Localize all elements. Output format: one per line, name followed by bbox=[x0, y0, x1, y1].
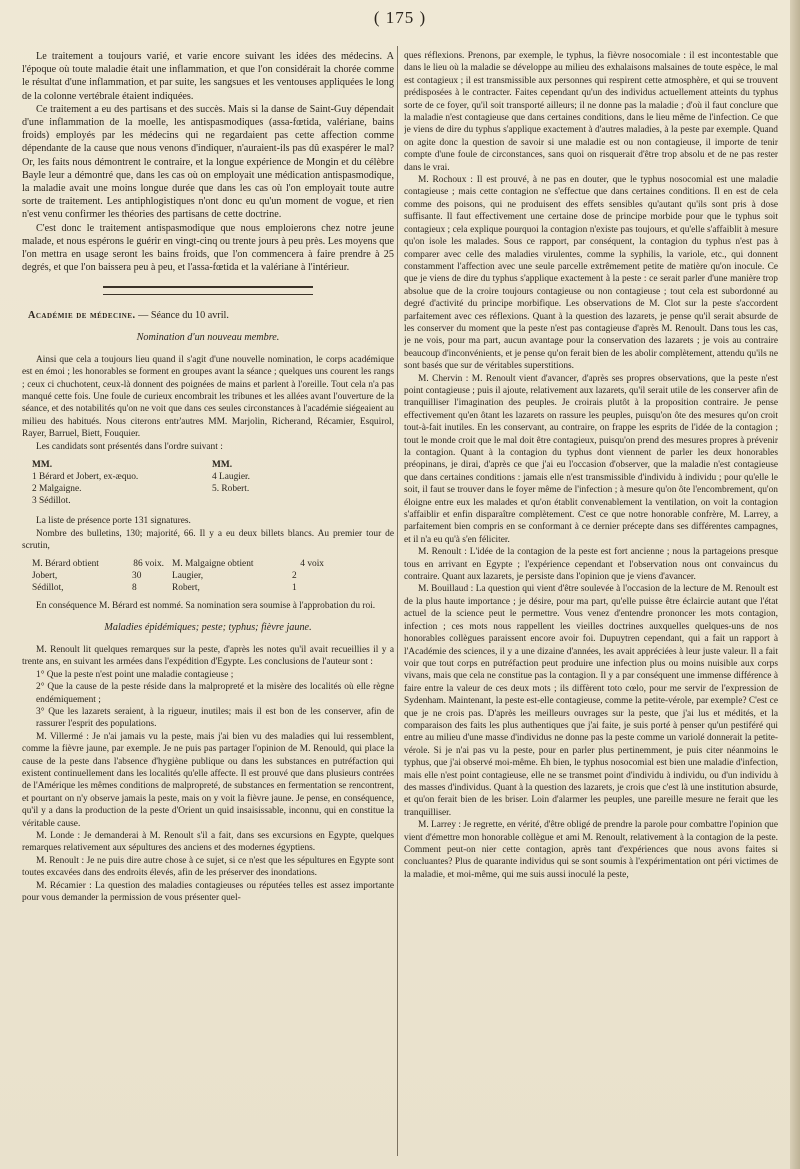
paragraph: ques réflexions. Prenons, par exemple, le typhus, la fièvre nosocomiale : il est incontestable que dans le lieu où la maladie se développe au milieu des exhalaisons malsaines de toute espèce, le mal est contagieux ; il est transmissible aux personnes qui respirent cette atmosphère, et qui se trouvent prédisposées à le contracter. Faites cependant qu'un des individus actuellement atteints du typhus sorte de ce foyer, qu'il soit transporté ailleurs; il ne donne pas la maladie ; d'où il faut conclure que la maladie n'est contagieuse que dans certaines conditions, dans le lieu même de l'infection. Ce que je viens de dire du typhus s'applique exactement à d'autres maladies, à la peste par exemple. Quand on agite donc la question de savoir si une maladie est ou non contagieuse, il importe de tenir compte d'une foule de circonstances, sans quoi on risquerait d'être trop absolu et de ne pas rester dans le vrai. bbox=[404, 51, 778, 173]
candidates-header: MM. bbox=[32, 460, 53, 471]
paragraph: M. Chervin : M. Renoult vient d'avancer, d'après ses propres observations, que la peste n'est point contagieuse ; puis il ajoute, relativement aux lazarets, qu'il serait utile de les conserver afin de tranquilliser l'imagination des peuples. Je croirais plutôt à la proposition contraire. Je pense effectivement qu'en ôtant les lazarets on rassure les peuples, puisqu'on ôte des mesures qu'on croit tout-à-fait inutiles. En les conservant, au contraire, on frappe les esprits de l'idée de la contagion ; tout le monde croit que le mal doit être contagieux, puisqu'on prend des mesures propres à prévenir la contagion. Quant à la contagion du typhus dont viennent de parler les deux honorables préopinans, je dirai, d'après ce que j'ai eu l'occasion d'observer, que la maladie n'est contagieuse que dans certaines conditions : jamais elle n'est transmissible d'individu à individu ; pour qu'elle le soit, il faut se trouver dans le foyer même de l'infection ; à mesure qu'on ôte l'encombrement, qu'on éloigne entre eux les malades et qu'on établit convenablement la ventilation, on voit la contagion s'affaiblir et enfin disparaître complètement. C'est ce que notre honorable confrère, M. Larrey, a parfaitement bien compris en se conformant à ce dernier précepte dans ses différentes campagnes, et il n'a eu qu'à s'en féliciter. bbox=[404, 373, 778, 545]
vote-cell: Laugier, bbox=[172, 571, 204, 582]
conclusion-item: 2° Que la cause de la peste réside dans la malpropreté et la misère des localités où elle règne endémiquement ; bbox=[36, 682, 394, 705]
vote-cell: Robert, bbox=[172, 583, 200, 594]
paragraph: C'est donc le traitement antispasmodique que nous emploierons chez notre jeune malade, et nous espérons le guérir en vingt-cinq ou trente jours à peu près. Les moyens que l'on mettra en usage seront les bains froids, que l'on commencera à faire prendre à 25 degrés, et que l'on baissera peu à peu, et l'assa-fœtida et la valériane à l'intérieur. bbox=[22, 222, 394, 274]
candidate: 1 Bérard et Jobert, ex-æquo. bbox=[32, 472, 139, 483]
paragraph: M. Villermé : Je n'ai jamais vu la peste, mais j'ai bien vu des maladies qui lui ressemblent, comme la fièvre jaune, par exemple. Je ne puis pas partager l'opinion de M. Renould, qui place la cause de la peste dans l'absence d'hygiène publique ou dans les substances en putréfaction qui existent continuellement dans les localités qu'elle affecte. Il est prouvé que dans plusieurs contrées de l'Amérique les mêmes conditions de malpropreté, de substances en fermentation se rencontrent, et pourtant on n'y observe jamais la peste, mais on y voit la fièvre jaune. Je pense, en conséquence, qu'il y a dans la production de la peste d'Orient un quid insaisissable, inconnu, qui en constitue la véritable cause. bbox=[22, 731, 394, 829]
paragraph: M. Renoult : L'idée de la contagion de la peste est fort ancienne ; nous la partageions presque tous en arrivant en Egypte ; l'expérience cependant et l'observation nous ont convaincus du contraire. Quant aux lazarets, je persiste dans l'opinion que je viens d'avancer. bbox=[404, 547, 778, 583]
vote-cell: 1 bbox=[292, 583, 297, 594]
paragraph: M. Renoult : Je ne puis dire autre chose à ce sujet, si ce n'est que les sépultures en Egypte sont toutes excavées dans des endroits élevés, afin de les préserver des inondations. bbox=[22, 855, 394, 879]
vote-cell: 8 bbox=[132, 583, 137, 594]
vote-cell: 4 voix bbox=[300, 559, 324, 570]
paragraph: M. Rochoux : Il est prouvé, à ne pas en douter, que le typhus nosocomial est une maladie contagieuse ; mais cette contagion ne s'effectue que dans certaines conditions. Il en est de cela comme des poisons, qui ne produisent des effets sensibles qu'autant qu'ils sont pris à dose suffisante. Il faut effectivement une certaine dose de principe morbide pour que le typhus soit contagieux ; cela explique pourquoi la contagion n'existe pas toujours, et qu'elle s'affaiblit à mesure qu'on isole les malades. Sous ce rapport, par conséquent, la contagion du typhus n'est pas à comparer avec celle des maladies virulentes, comme la syphilis, la variole, etc., qui donnent constamment l'affection avec une seule parcelle extrêmement petite de matière qu'on inocule. Ce que je viens de dire du typhus s'applique exactement à la peste : ce serait parler d'une manière trop absolue que de la croire toujours contagieuse ou non contagieuse ; tout cela est subordonné au degré d'activité du principe morbifique. Les observations de M. Clot sur la peste s'accordent parfaitement avec ces réflexions. Quant à la question des lazarets, je pense qu'il serait absurde de les conserver du moment que la peste n'est pas contagieuse d'après M. Renoult. Dans tous les cas, je ne vois, pour ma part, aucun avantage pour la conservation des lazarets ; je vois au contraire beaucoup d'inconvénients, et je pense qu'on ferait bien de les abolir complètement, attendu qu'ils ne sont basés que sur de véritables superstitions. bbox=[404, 175, 778, 372]
candidate: 4 Laugier. bbox=[212, 472, 251, 483]
candidate: 3 Sédillot. bbox=[32, 496, 71, 507]
paragraph: Nombre des bulletins, 130; majorité, 66. Il y a eu deux billets blancs. Au premier tour de scrutin, bbox=[22, 528, 394, 551]
nomination-title: Nomination d'un nouveau membre. bbox=[136, 331, 280, 343]
candidate bbox=[212, 495, 382, 507]
candidates-header: MM. bbox=[212, 460, 233, 471]
paragraph: Ainsi que cela a toujours lieu quand il s'agit d'une nouvelle nomination, le corps académique est en émoi ; les honorables se forment en groupes avant la séance ; quelques uns courent les rangs ; ceux ci chuchotent, ceux-là donnent des poignées de mains et parlent à l'oreille. Tout cela n'a pas manqué cette fois. Une foule de curieux encombrait les tribunes et les allées avant l'ouverture de la séance, et des notabilités qu'on ne voit que dans ces seules circonstances à l'académie siégeaient au milieu des habitués. Nous citerons entr'autres MM. Marjolin, Richerand, Récamier, Esquirol, Rayer, Barruel, Biett, Fouquier. bbox=[22, 354, 394, 440]
paragraph: La liste de présence porte 131 signatures. bbox=[36, 516, 191, 527]
paragraph: En conséquence M. Bérard est nommé. Sa nomination sera soumise à l'approbation du roi. bbox=[36, 601, 376, 612]
candidate: 2 Malgaigne. bbox=[32, 484, 82, 495]
paragraph: M. Larrey : Je regrette, en vérité, d'être obligé de prendre la parole pour combattre l'opinion que vient d'émettre mon honorable collègue et ami M. Renoult, relativement à la contagion de la peste. Comment peut-on nier cette contagion, après tant d'expériences que nous avons faites si concluantes? Plus de quarante individus qui se sont soumis à l'expérimentation ont péri victimes de la maladie, et moi-même, qui me suis aussi inoculé la peste, bbox=[404, 820, 778, 880]
candidates-list bbox=[32, 459, 394, 507]
candidate: 5. Robert. bbox=[212, 484, 250, 495]
vote-cell: 2 bbox=[292, 571, 297, 582]
paragraph: M. Renoult lit quelques remarques sur la peste, d'après les notes qu'il avait recueillies il y a trente ans, en suivant les armées dans l'expédition d'Egypte. Les conclusions de l'auteur sont : bbox=[22, 644, 394, 668]
vote-cell: M. Malgaigne obtient bbox=[172, 559, 254, 570]
page-number: ( 175 ) bbox=[373, 8, 427, 27]
academy-session: — Séance du 10 avril. bbox=[138, 310, 229, 322]
academy-heading bbox=[22, 309, 394, 322]
page-edge bbox=[790, 0, 800, 1169]
vote-cell: Jobert, bbox=[32, 571, 58, 582]
vote-cell: M. Bérard obtient bbox=[32, 559, 99, 570]
paragraph: M. Bouillaud : La question qui vient d'être soulevée à l'occasion de la lecture de M. Renoult est de la plus haute importance ; je désire, pour ma part, qu'elle puisse être éclaircie autant que l'état actuel de la science peut le permettre. Vous venez d'entendre prononcer les mots contagion, infection ; ces mots nous rappellent les vieilles doctrines auxquelles quelques-uns de nos honorables collègues paraissent encore avoir foi. Dupuytren cependant, qui a fait un rapport à l'Académie des sciences, il y a une dizaine d'années, les avait appréciées à leur juste valeur. Il a fait voir que tout corps en putréfaction peut produire une infection plus ou moins nuisible aux corps vivans, mais que cela ne constitue pas la contagion. Il y a par conséquent une immense différence à faire entre la valeur de ces deux mots ; ils diffèrent toto cœlo, pour me servir de l'expression de Sydenham. Maintenant, la peste est-elle contagieuse, comme la petite-vérole, par exemple? C'est ce que je ne crois pas. D'après les meilleurs ouvrages sur la peste, que j'ai lus et médités, et la comparaison des faits les plus authentiques que j'ai faite, je suis porté à penser qu'un pestiféré qui entre au milieu d'une masse d'individus ne donne pas la peste comme un variolé donnerait la petite-vérole. Si je n'ai pas vu la peste, pour en parler plus pertinemment, je puis citer néanmoins le typhus, que j'ai observé moi-même. Eh bien, le typhus nosocomial est bien une maladie d'infection, mais elle n'est point contagieuse, elle ne se transmet point d'individu à individu, ou d'un individu à des masses d'individus. Quant à la question des lazarets, je crois que c'est là une institution absurde, et qu'on ferait bien de les briser. Loin d'alarmer les peuples, une pareille mesure ne ferait que les tranquilliser. bbox=[404, 584, 778, 818]
paragraph: Ce traitement a eu des partisans et des succès. Mais si la danse de Saint-Guy dépendait d'une inflammation de la moelle, les antispasmodiques (assa-fœtida, valériane, bains froids) employés par les médecins qui ne regardaient pas cette affection comme dépendante de la cause que nous venons d'indiquer, n'auraient-ils pas dû exaspérer le mal? Or, les faits nous démontrent le contraire, et la longue expérience de Mongin et du célèbre Bayle leur a démontré que, dans les cas où on employait une médication antispasmodique, la maladie avait une moins longue durée que dans les cas où l'on employait toute autre sorte de traitement. Les antiphlogistiques n'ont donc eu qu'un moment de vogue, et rien n'est venu confirmer les théories des partisans de cette doctrine. bbox=[22, 103, 394, 221]
vote-cell: Sédillot, bbox=[32, 583, 64, 594]
right-column bbox=[404, 50, 778, 1155]
column-divider bbox=[397, 46, 398, 1156]
paragraph: Le traitement a toujours varié, et varie encore suivant les idées des médecins. A l'époque où toute maladie était une inflammation, et que l'on considérait la chorée comme le résultat d'une inflammation, et par suite, les sangsues et les ventouses appliquées le long de la colonne vertébrale étaient indiquées. bbox=[22, 51, 394, 102]
epidemic-title: Maladies épidémiques; peste; typhus; fièvre jaune. bbox=[104, 621, 312, 633]
paragraph: Les candidats sont présentés dans l'ordre suivant : bbox=[36, 441, 223, 452]
vote-table bbox=[32, 558, 394, 594]
paragraph: M. Récamier : La question des maladies contagieuses ou réputées telles est assez importante pour vous demander la permission de vous présenter quel- bbox=[22, 880, 394, 904]
academy-title: Académie de médecine. bbox=[28, 310, 136, 322]
conclusion-item: 3° Que les lazarets seraient, à la rigueur, inutiles; mais il est bon de les conserver, afin de rassurer l'esprit des populations. bbox=[36, 706, 394, 730]
section-rule bbox=[103, 286, 313, 295]
vote-cell: 86 voix. bbox=[133, 559, 164, 570]
vote-cell: 30 bbox=[132, 571, 142, 582]
conclusion-item: 1° Que la peste n'est point une maladie contagieuse ; bbox=[36, 669, 234, 680]
left-column bbox=[22, 50, 394, 1150]
paragraph: M. Londe : Je demanderai à M. Renoult s'il a fait, dans ses excursions en Egypte, quelques remarques relativement aux sépultures des anciens et des modernes égyptiens. bbox=[22, 831, 394, 854]
